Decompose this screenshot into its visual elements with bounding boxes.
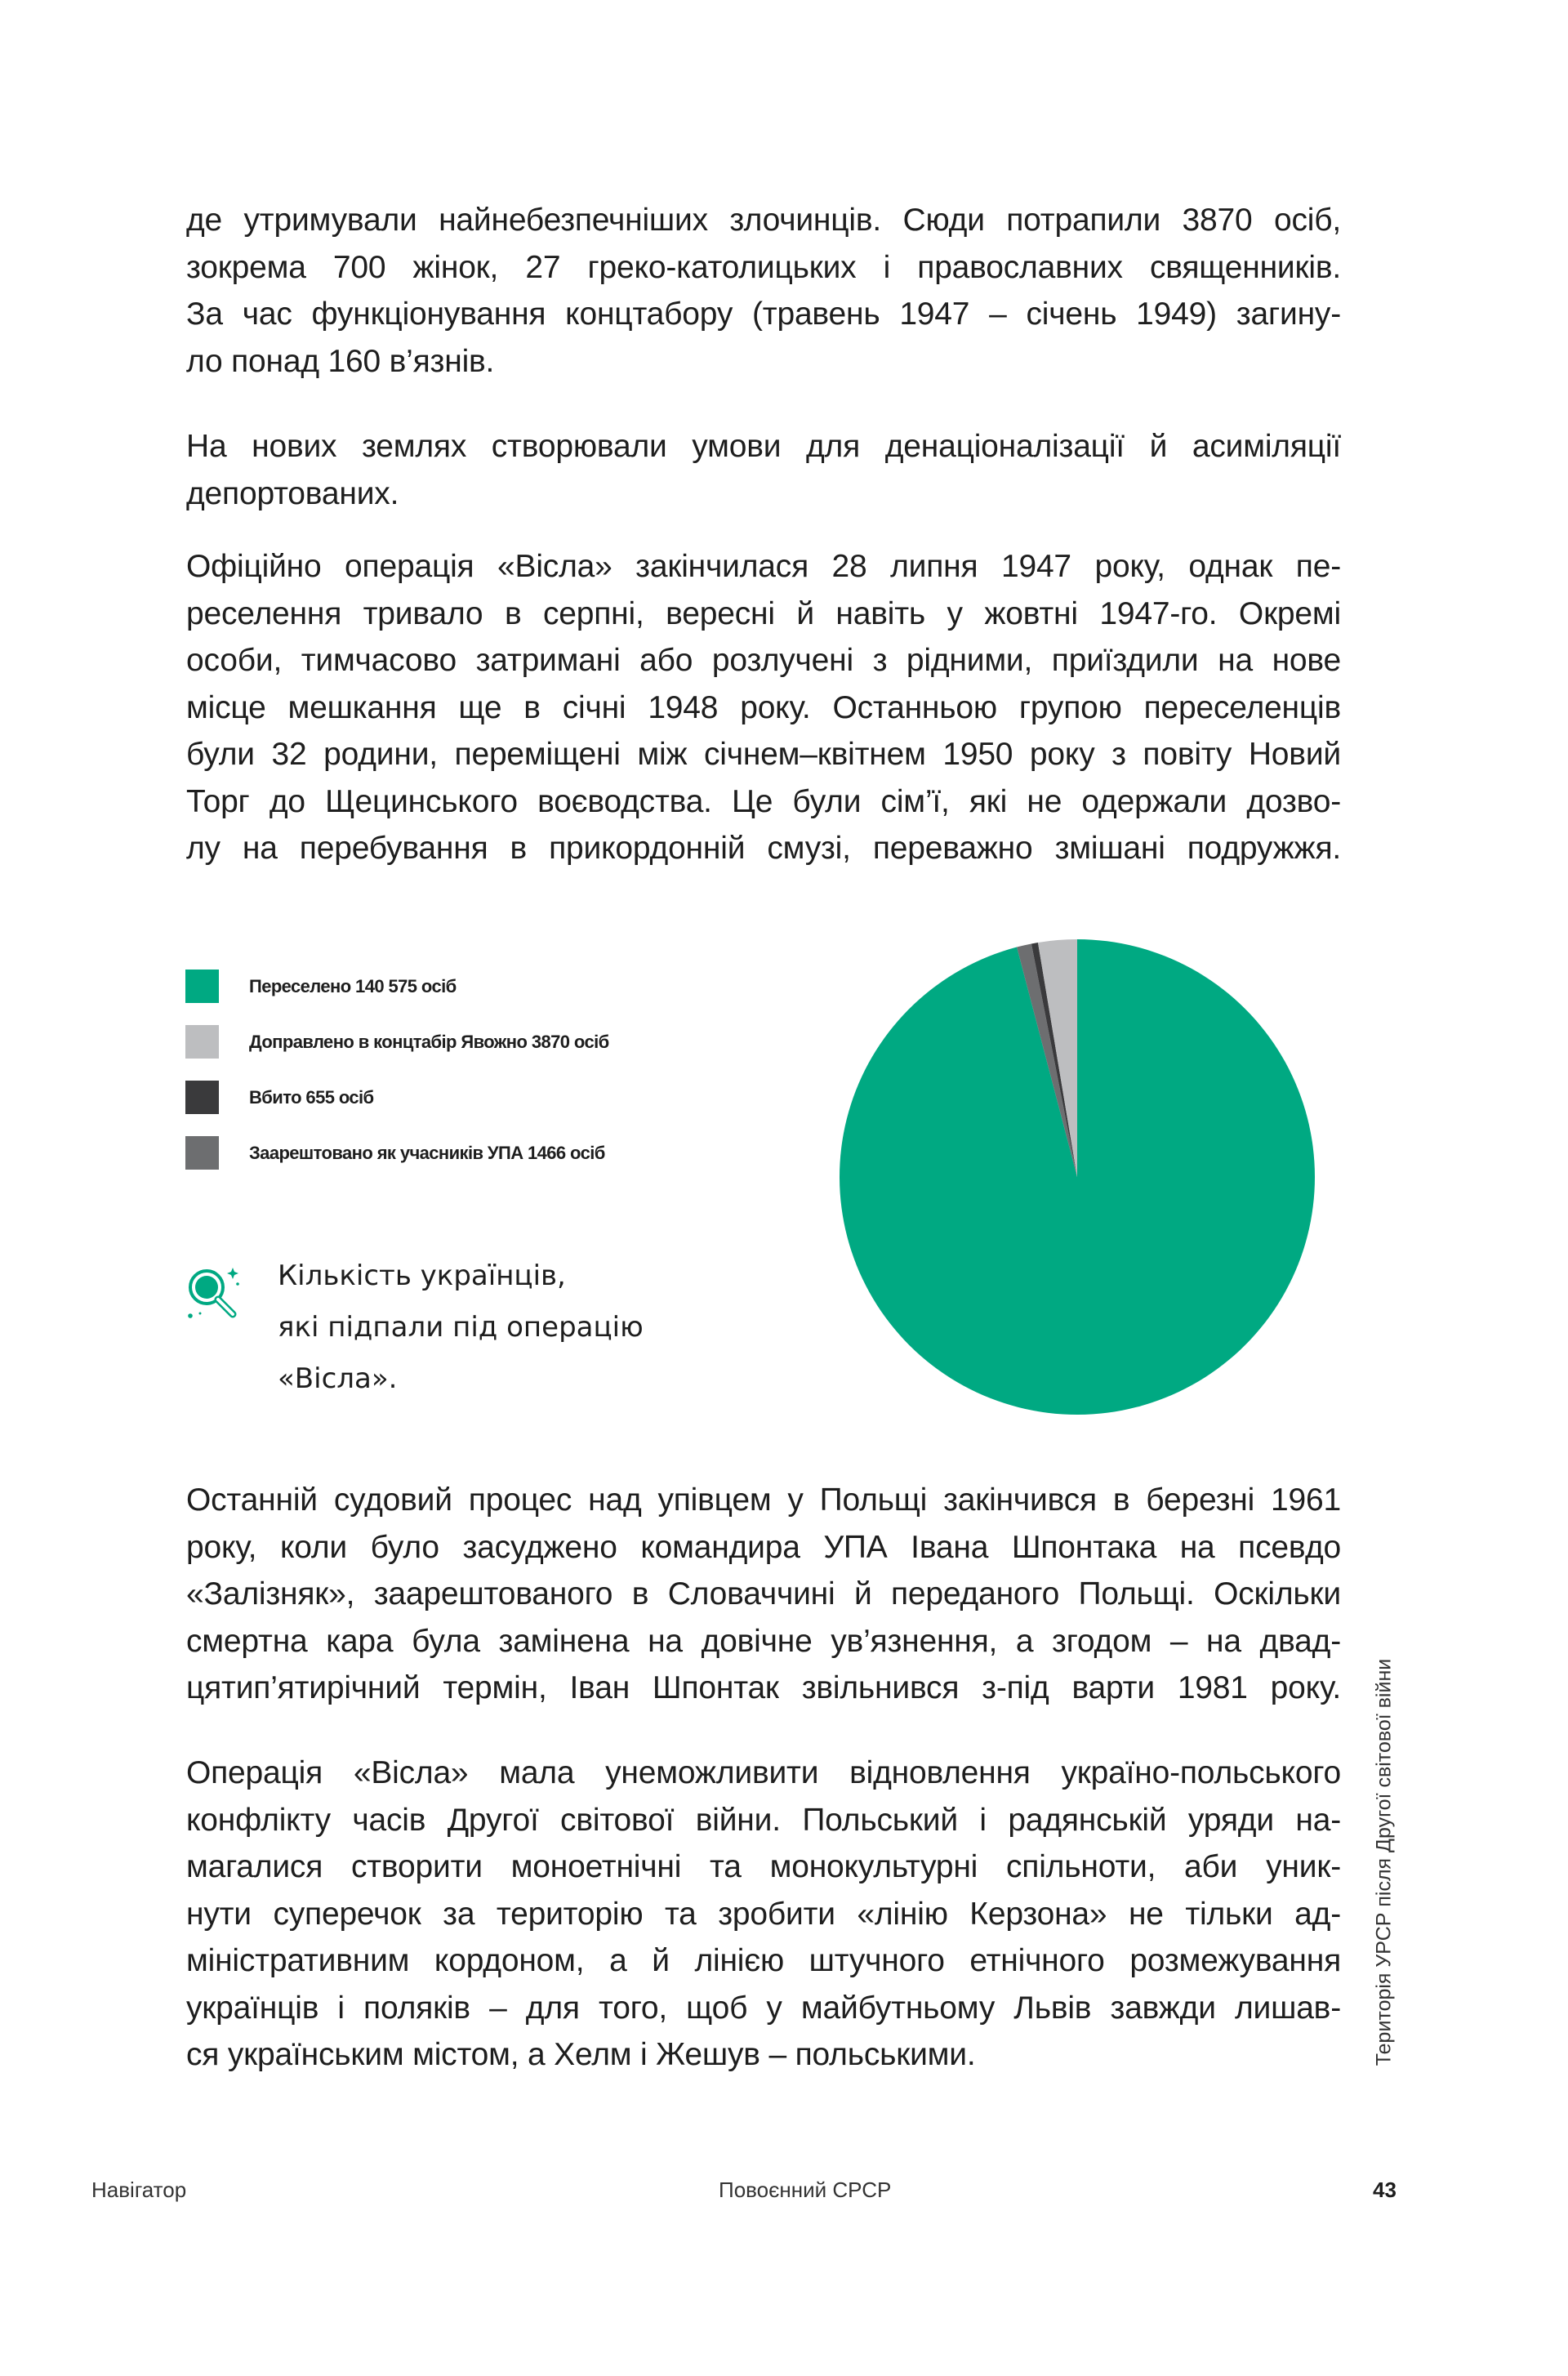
legend-label: Вбито 655 осіб [249, 1087, 374, 1108]
text-line: реселення тривало в серпні, вересні й навіть у жовтні 1947-го. Окремі [186, 595, 1341, 631]
legend-item-jaworzno [185, 1025, 920, 1059]
text-line: «Залізняк», заарештованого в Словаччині й переданого Польщі. Оскільки [186, 1576, 1341, 1611]
legend-swatch-resettled [185, 970, 219, 1003]
legend-swatch-jaworzno [185, 1025, 219, 1059]
legend-label: Заарештовано як учасників УПА 1466 осіб [249, 1143, 605, 1163]
legend-item-resettled [185, 970, 920, 1003]
text-line: ло понад 160 в’язнів. [186, 343, 495, 379]
figure-caption [278, 1250, 644, 1405]
text-line: були 32 родини, переміщені між січнем–квітнем 1950 року з повіту Новий [186, 737, 1341, 772]
text-line: року, коли було засуджено командира УПА Івана Шпонтака на псевдо [186, 1529, 1341, 1565]
legend-item-arrested [185, 1136, 920, 1170]
text-line: На нових землях створювали умови для денаціоналізації й асиміляції [186, 429, 1341, 464]
caption-line: «Вісла». [278, 1362, 398, 1395]
legend-item-killed [185, 1081, 920, 1114]
text-line: лу на перебування в прикордонній смузі, переважно змішані подружжя. [186, 831, 1341, 866]
text-line: де утримували найнебезпечніших злочинців. Сюди потрапили 3870 осіб, [186, 203, 1341, 238]
legend-label: Доправлено в концтабір Явожно 3870 осіб [249, 1032, 609, 1052]
paragraph-1 [186, 197, 1341, 385]
caption-line: які підпали під операцію [278, 1311, 644, 1344]
text-line: особи, тимчасово затримані або розлучені з рідними, приїздили на нове [186, 643, 1341, 678]
text-line: зокрема 700 жінок, 27 греко-католицьких і православних священників. [186, 249, 1341, 285]
paragraph-2 [186, 423, 1341, 517]
footer-book-title: Навігатор [91, 2178, 187, 2202]
text-line: Офіційно операція «Вісла» закінчилася 28 липня 1947 року, однак пе- [186, 549, 1341, 584]
text-line: ся українським містом, а Хелм і Жешув – польськими. [186, 2037, 976, 2072]
text-line: За час функціонування концтабору (травень 1947 – січень 1949) загину- [186, 296, 1341, 332]
running-title: Територія УРСР після Другої світової війни [1372, 1658, 1396, 2066]
text-line: магалися створити моноетнічні та монокультурні спільноти, аби уник- [186, 1849, 1341, 1884]
paragraph-5 [186, 1750, 1341, 2079]
text-line: українців і поляків – для того, щоб у майбутньому Львів завжди лишав- [186, 1990, 1341, 2026]
text-line: місце мешкання ще в січні 1948 року. Останньою групою переселенців [186, 689, 1341, 725]
text-line: Операція «Вісла» мала унеможливити відновлення україно-польського [186, 1755, 1341, 1790]
text-line: міністративним кордоном, а й лінією штучного етнічного розмежування [186, 1943, 1341, 1978]
text-line: нути суперечок за територію та зробити «лінію Керзона» не тільки ад- [186, 1896, 1341, 1932]
text-line: Останній судовий процес над упівцем у Польщі закінчився в березні 1961 [186, 1482, 1341, 1518]
text-line: депортованих. [186, 475, 399, 511]
caption-line: Кількість українців, [278, 1259, 566, 1292]
legend-label: Переселено 140 575 осіб [249, 976, 457, 996]
page-number: 43 [1373, 2178, 1396, 2202]
text-line: смертна кара була замінена на довічне ув’язнення, а згодом – на двад- [186, 1623, 1341, 1659]
text-line: цятип’ятирічний термін, Іван Шпонтак звільнився з-під варти 1981 року. [186, 1670, 1341, 1705]
paragraph-4 [186, 1477, 1341, 1712]
text-line: Торг до Щецинського воєводства. Це були сім’ї, які не одержали дозво- [186, 783, 1341, 819]
legend-swatch-arrested [185, 1136, 219, 1170]
paragraph-3 [186, 543, 1341, 872]
text-line: конфлікту часів Другої світової війни. Польський і радянській уряди на- [186, 1802, 1341, 1838]
pie-chart [840, 939, 1315, 1415]
magnifier-icon [184, 1264, 243, 1323]
footer-chapter-title: Повоєнний СРСР [719, 2178, 892, 2202]
legend-swatch-killed [185, 1081, 219, 1114]
